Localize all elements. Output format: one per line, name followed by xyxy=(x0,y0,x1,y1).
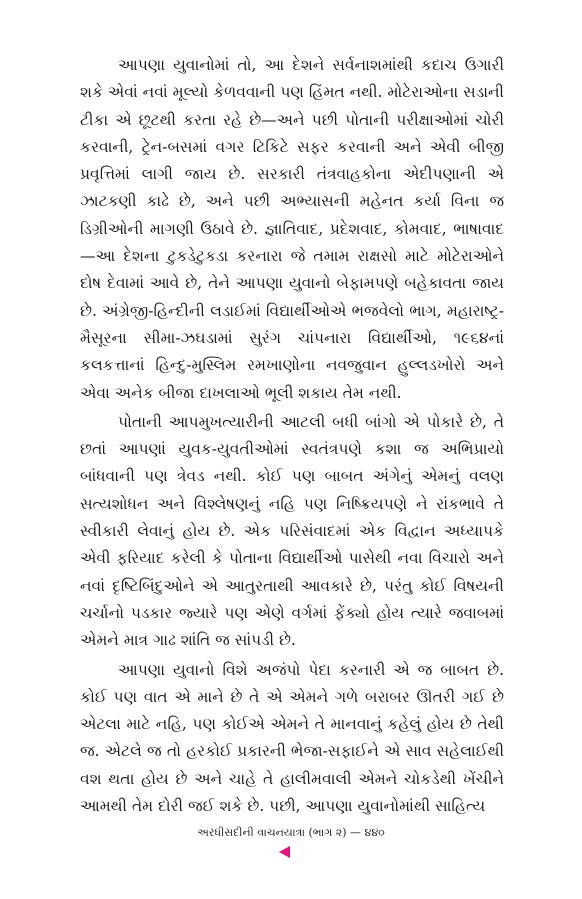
page-body xyxy=(80,52,504,820)
page-footer: અરધીસદીની વાચનયાત્રા (ભાગ ૨) — ૪૪૦ xyxy=(197,826,385,839)
prev-page-left-triangle-icon[interactable] xyxy=(279,846,290,858)
paragraph-3: આપણા યુવાનો વિશે અજંપો પેદા કરનારી એ જ બાબત છે. કોઈ પણ વાત એ માને છે તે એ એમને ગળે બરાબર ઊતરી ગઈ છે એટલા માટે નહિ, પણ કોઈએ એમને તે માનવાનું કહેલું હોય છે તેથી જ. એટલે જ તો હરકોઈ પ્રકારની ભેજા-સફાઈને એ સાવ સહેલાઈથી વશ થતા હોય છે અને ચાહે તે હાલીમવાલી એમને ચોકડેથી ખેંચીને આમથી તેમ દોરી જઈ શકે છે. પછી, આપણા યુવાનોમાંથી સાહિત્ય xyxy=(80,660,504,816)
paragraph-1: આપણા યુવાનોમાં તો, આ દેશને સર્વનાશમાંથી કદાચ ઉગારી શકે એવાં નવાં મૂલ્યો કેળવવાની પણ હિંમત નથી. મોટેરાઓના સડાની ટીકા એ છૂટથી કરતા રહે છે—અને પછી પોતાની પરીક્ષાઓમાં ચોરી કરવાની, ટ્રેન-બસમાં વગર ટિકિટે સફર કરવાની અને એવી બીજી પ્રવૃત્તિમાં લાગી જાય છે. સરકારી તંત્રવાહકોના એદીપણાની એ ઝાટકણી કાઢે છે, અને પછી અભ્યાસની મહેનત કર્યા વિના જ ડિગ્રીઓની માગણી ઉઠાવે છે. જ્ઞાતિવાદ, પ્રદેશવાદ, કોમવાદ, ભાષાવાદ—આ દેશના ટુકડેટુકડા કરનારા જે તમામ રાક્ષસો માટે મોટેરાઓને દોષ દેવામાં આવે છે, તેને આપણા યુવાનો બેફામપણે બહેકાવતા જાય છે. અંગ્રેજી-હિન્દીની લડાઈમાં વિદ્યાર્થીઓએ ભજવેલો ભાગ, મહારાષ્ટ્ર-મૈસૂરના સીમા-ઝઘડામાં સુરંગ ચાંપનારા વિદ્યાર્થીઓ, ૧૯૬૪નાં કલકત્તાનાં હિન્દુ-મુસ્લિમ રમખાણોના નવજુવાન હુલ્લડખોરો અને એવા અનેક બીજા દાખલાઓ ભૂલી શકાય તેમ નથી. xyxy=(80,56,504,402)
paragraph-2: પોતાની આપમુખત્યારીની આટલી બધી બાંગો એ પોકારે છે, તે છતાં આપણાં યુવક-યુવતીઓમાં સ્વતંત્રપણે કશા જ અભિપ્રાયો બાંધવાની પણ ત્રેવડ નથી. કોઈ પણ બાબત અંગેનું એમનું વલણ સત્યશોધન અને વિશ્લેષણનું નહિ પણ નિષ્ક્રિયપણે ને રાંકભાવે તે સ્વીકારી લેવાનું હોય છે. એક પરિસંવાદમાં એક વિદ્વાન અધ્યાપકે એવી ફરિયાદ કરેલી કે પોતાના વિદ્યાર્થીઓ પાસેથી નવા વિચારો અને નવાં દૃષ્ટિબિંદુઓને એ આતુરતાથી આવકારે છે, પરંતુ કોઈ વિષયની ચર્ચાનો પડકાર જ્યારે પણ એણે વર્ગમાં ફેંક્યો હોય ત્યારે જવાબમાં એમને માત્ર ગાઢ શાંતિ જ સાંપડી છે. xyxy=(80,412,504,650)
